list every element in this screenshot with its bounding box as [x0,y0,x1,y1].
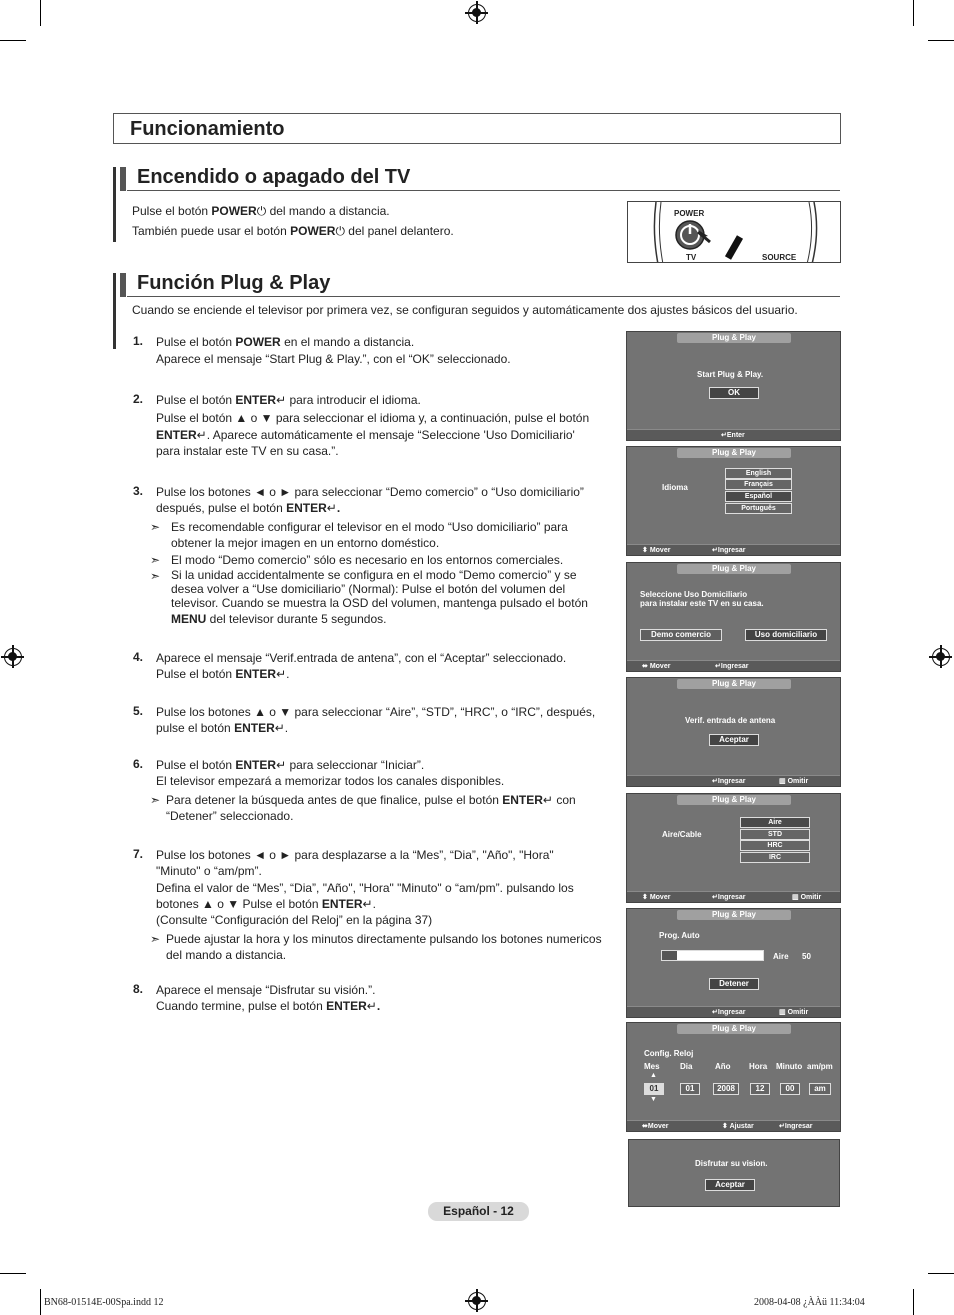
enter-hint: ↵Ingresar [712,1009,746,1016]
step-text: Aparece el mensaje “Start Plug & Play.”, con el “OK” seleccionado. [156,352,511,366]
osd-footer [627,775,840,786]
col-ampm: am/pm [807,1062,833,1071]
step-text: Pulse el botón ▲ o ▼ para seleccionar el idioma y, a continuación, pulse el botón [156,411,590,425]
step-text: Pulse el botón POWER en el mando a distancia. [156,335,415,349]
crop-mark [913,0,914,26]
progress-bar [661,950,764,961]
progress-fill [662,951,677,960]
osd-label: Prog. Auto [659,931,700,940]
step-text: Aparece el mensaje “Verif.entrada de antena”, con el “Aceptar” seleccionado. [156,651,567,665]
plugplay-intro: Cuando se enciende el televisor por primera vez, se configuran seguidos y automáticamente dos ajustes básicos del usuario. [132,303,798,317]
step-number: 6. [133,757,144,771]
remote-tv-label: TV [686,253,697,262]
col-day: Dia [680,1062,693,1071]
osd-enjoy [628,1139,840,1207]
note-text: Si la unidad accidentalmente se configura en el modo “Demo comercio” y se [171,568,577,582]
divider [127,296,840,297]
adjust-hint: ⬍ Ajustar [722,1123,754,1130]
osd-footer [627,544,840,555]
osd-message: Seleccione Uso Domiciliario [640,590,748,599]
osd-header: Plug & Play [677,564,791,574]
step-text: botones ▲ o ▼ Pulse el botón ENTER↵. [156,897,376,911]
home-use-button[interactable]: Uso domiciliario [745,629,827,641]
option-std[interactable]: STD [740,829,810,840]
month-field[interactable]: 01 [644,1083,664,1095]
section-bar [113,167,116,242]
demo-store-button[interactable]: Demo comercio [640,629,722,641]
enter-hint: ↵Ingresar [779,1123,813,1130]
section-bar [120,167,126,191]
step-text: para instalar este TV en su casa.”. [156,444,339,458]
osd-label: Idioma [662,483,688,492]
osd-header: Plug & Play [677,679,791,689]
enter-icon: ↵ [196,428,207,442]
note-arrow-icon: ➣ [150,520,161,534]
step-text: ENTER↵. Aparece automáticamente el mensaje “Seleccione 'Uso Domiciliario' [156,428,575,442]
col-minute: Minuto [776,1062,803,1071]
registration-mark-icon [4,648,22,666]
step-text: El televisor empezará a memorizar todos los canales disponibles. [156,774,505,788]
ampm-field[interactable]: am [809,1083,831,1095]
minute-field[interactable]: 00 [780,1083,800,1095]
osd-auto-program [626,908,841,1018]
section-heading-plugplay: Función Plug & Play [137,272,331,294]
note-text: del mando a distancia. [166,948,287,962]
year-field[interactable]: 2008 [713,1083,739,1095]
note-text: Puede ajustar la hora y los minutos directamente pulsando los botones numericos [166,932,602,946]
move-hint: ⬍ Mover [642,547,671,554]
crop-mark [0,1273,26,1274]
ok-button[interactable]: OK [709,387,759,399]
step-text: después, pulse el botón ENTER↵. [156,501,341,515]
step-text: Pulse el botón ENTER↵ para introducir el idioma. [156,393,421,407]
footer-timestamp: 2008-04-08 ¿ÀÀü 11:34:04 [754,1297,865,1308]
osd-header: Plug & Play [677,795,791,805]
enter-icon: ↵ [326,501,337,515]
remote-power-label: POWER [674,209,705,218]
step-text: Pulse los botones ◄ o ► para seleccionar “Demo comercio” o “Uso domiciliario” [156,485,584,499]
enter-hint: ↵Enter [721,432,745,439]
power-icon: ⏻ [335,224,345,238]
step-text: "Minuto" o “am/pm”. [156,864,262,878]
osd-footer [627,1006,840,1017]
note-arrow-icon: ➣ [150,553,161,567]
down-arrow-icon[interactable]: ▼ [650,1096,657,1103]
osd-usage-mode [626,562,841,672]
skip-hint: ▥ Omitir [792,894,822,901]
page-number-label: Español - 12 [428,1202,529,1221]
stop-button[interactable]: Detener [709,978,759,990]
step-text: Pulse el botón ENTER↵. [156,667,290,681]
remote-source-label: SOURCE [762,253,797,262]
note-text: MENU del televisor durante 5 segundos. [171,612,387,626]
remote-icon [628,202,841,263]
crop-mark [928,40,954,41]
lang-option-francais[interactable]: Français [725,479,792,490]
hour-field[interactable]: 12 [750,1083,770,1095]
osd-antenna-check [626,677,841,787]
skip-hint: ▥ Omitir [779,778,809,785]
move-hint: ⬍ Mover [642,894,671,901]
step-number: 8. [133,982,144,996]
power-remote-text: Pulse el botón POWER⏻ del mando a distancia. [132,204,390,218]
move-hint: ⬌ Mover [642,663,671,670]
osd-footer [627,1120,840,1131]
note-text: El modo “Demo comercio” sólo es necesario en los entornos comerciales. [171,553,564,567]
step-text: Pulse los botones ▲ o ▼ para seleccionar “Aire”, “STD”, “HRC”, o “IRC”, después, [156,705,596,719]
note-text: obtener la mejor imagen en un entorno doméstico. [171,536,440,550]
power-icon: ⏻ [256,204,267,218]
step-text: Pulse los botones ◄ o ► para desplazarse a la “Mes”, “Dia”, "Año", "Hora" [156,848,554,862]
enter-hint: ↵Ingresar [712,778,746,785]
accept-button[interactable]: Aceptar [705,1179,755,1191]
power-panel-text: También puede usar el botón POWER⏻ del panel delantero. [132,224,454,238]
osd-antenna-type [626,793,841,903]
step-text: Cuando termine, pulse el botón ENTER↵. [156,999,381,1013]
channel-count: 50 [802,952,811,961]
section-bar [120,273,126,297]
option-hrc[interactable]: HRC [740,840,810,851]
lang-option-english[interactable]: English [725,468,792,479]
osd-clock-setup [626,1022,841,1132]
footer-file: BN68-01514E-00Spa.indd 12 [44,1297,164,1308]
osd-header: Plug & Play [677,448,791,458]
osd-footer [627,429,840,440]
crop-mark [40,0,41,26]
osd-message: Disfrutar su vision. [695,1159,768,1168]
enter-icon: ↵ [276,667,287,681]
osd-message: para instalar este TV en su casa. [640,599,764,608]
step-number: 1. [133,334,144,348]
step-number: 5. [133,704,144,718]
col-year: Año [715,1062,731,1071]
registration-mark-icon [468,1292,486,1310]
up-arrow-icon[interactable]: ▲ [650,1072,657,1079]
option-irc[interactable]: IRC [740,852,810,863]
skip-hint: ▥ Omitir [779,1009,809,1016]
col-month: Mes [644,1062,660,1071]
osd-message: Start Plug & Play. [697,370,764,379]
osd-message: Verif. entrada de antena [685,716,776,725]
step-text: pulse el botón ENTER↵. [156,721,289,735]
note-arrow-icon: ➣ [150,569,161,583]
osd-header: Plug & Play [677,1024,791,1034]
enter-icon: ↵ [366,999,377,1013]
osd-language [626,446,841,556]
registration-mark-icon [932,648,950,666]
note-arrow-icon: ➣ [150,932,161,946]
osd-header: Plug & Play [677,910,791,920]
enter-hint: ↵Ingresar [712,547,746,554]
note-text: Para detener la búsqueda antes de que finalice, pulse el botón ENTER↵ con [166,793,576,807]
osd-label: Config. Reloj [644,1049,694,1058]
crop-mark [0,40,26,41]
osd-footer [627,660,840,671]
osd-header: Plug & Play [677,333,791,343]
osd-label: Aire/Cable [662,830,702,839]
section-heading-power: Encendido o apagado del TV [137,166,411,188]
osd-source: Aire [773,952,789,961]
registration-mark-icon [468,4,486,22]
page-title-box [113,113,841,144]
move-hint: ⬌Mover [642,1123,669,1130]
enter-icon: ↵ [542,793,553,807]
option-aire[interactable]: Aire [740,817,810,828]
lang-option-portugues[interactable]: Português [725,503,792,514]
crop-mark [40,1289,41,1315]
crop-mark [928,1273,954,1274]
step-number: 7. [133,847,144,861]
remote-control-illustration [627,201,841,263]
page-title: Funcionamiento [130,118,285,140]
accept-button[interactable]: Aceptar [709,734,759,746]
step-text: Pulse el botón ENTER↵ para seleccionar “Iniciar”. [156,758,425,772]
enter-icon: ↵ [274,721,285,735]
enter-icon: ↵ [276,393,287,407]
step-text: (Consulte “Configuración del Reloj” en la página 37) [156,913,433,927]
osd-start-plug-play [626,331,841,441]
enter-icon: ↵ [362,897,373,911]
note-text: “Detener” seleccionado. [166,809,294,823]
enter-hint: ↵Ingresar [715,663,749,670]
step-number: 3. [133,484,144,498]
enter-icon: ↵ [276,758,287,772]
step-text: Defina el valor de “Mes”, “Dia”, "Año", "Hora" "Minuto" o “am/pm”. pulsando los [156,881,574,895]
step-number: 4. [133,650,144,664]
day-field[interactable]: 01 [680,1083,700,1095]
lang-option-espanol[interactable]: Español [725,491,792,502]
col-hour: Hora [749,1062,768,1071]
enter-hint: ↵Ingresar [712,894,746,901]
note-text: televisor. Cuando se muestra la OSD del volumen, mantenga pulsado el botón [171,596,588,610]
section-bar [113,273,116,349]
crop-mark [913,1289,914,1315]
note-text: desea volver a “Use domiciliario” (Normal): Pulse el botón del volumen del [171,582,566,596]
step-text: Aparece el mensaje “Disfrutar su visión.”. [156,983,376,997]
note-text: Es recomendable configurar el televisor en el modo “Uso domiciliario” para [171,520,568,534]
divider [127,190,840,191]
note-arrow-icon: ➣ [150,793,161,807]
osd-footer [627,891,840,902]
step-number: 2. [133,392,144,406]
